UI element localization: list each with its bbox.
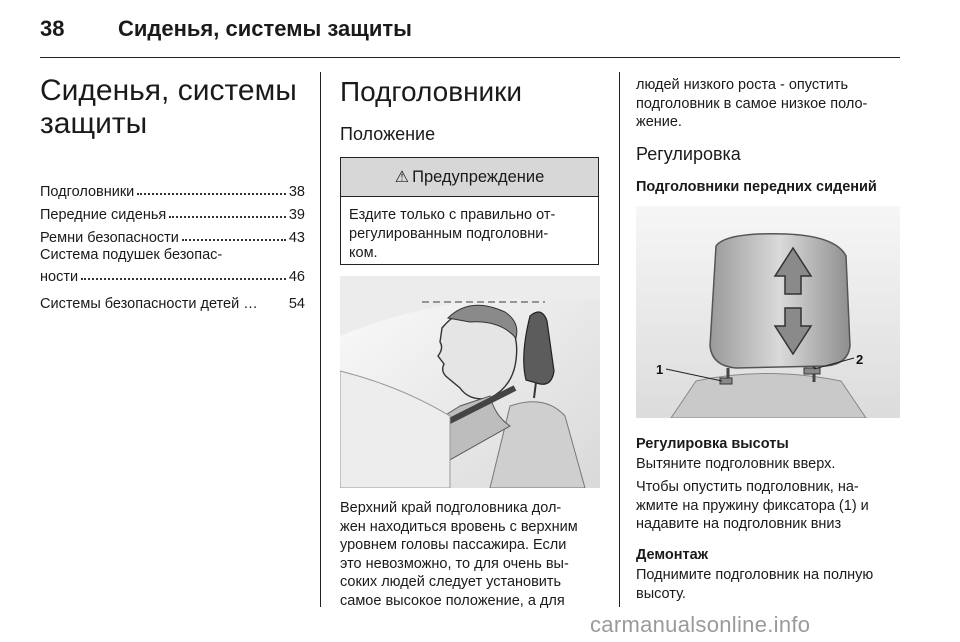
toc-item-child-restraints[interactable] bbox=[40, 289, 305, 312]
text-line: жмите на пружину фиксатора (1) и bbox=[636, 497, 869, 514]
text-line: Верхний край подголовника дол- bbox=[340, 500, 562, 516]
warning-line: регулированным подголовни- bbox=[349, 226, 549, 242]
removal-text bbox=[636, 566, 906, 603]
callout-1: 1 bbox=[656, 362, 664, 377]
running-header-title: Сиденья, системы защиты bbox=[118, 16, 412, 41]
warning-box bbox=[340, 157, 599, 265]
text-line: жен находиться вровень с верхним bbox=[340, 518, 578, 535]
toc-page: 46 bbox=[288, 269, 305, 285]
text-line: высоту. bbox=[636, 585, 686, 602]
front-headrests-subheading: Подголовники передних сидений bbox=[636, 179, 877, 195]
text-line: Поднимите подголовник на полную bbox=[636, 567, 874, 583]
warning-text bbox=[341, 197, 598, 263]
warning-line: Ездите только с правильно от- bbox=[349, 207, 556, 223]
watermark-text: carmanualsonline.info bbox=[590, 612, 811, 637]
toc-label: Системы безопасности детей … bbox=[40, 296, 258, 312]
toc-item-airbags[interactable] bbox=[40, 246, 305, 285]
text-line: соких людей следует установить bbox=[340, 574, 562, 590]
text-line: подголовник в самое низкое поло- bbox=[636, 95, 868, 112]
toc-label: Ремни безопасности bbox=[40, 230, 179, 246]
toc-leader bbox=[81, 278, 286, 280]
toc-item-seat-belts[interactable] bbox=[40, 223, 305, 246]
text-line: людей низкого роста - опустить bbox=[636, 77, 849, 93]
table-of-contents bbox=[40, 177, 305, 312]
toc-label: Подголовники bbox=[40, 184, 135, 200]
header-rule bbox=[40, 57, 900, 58]
position-description bbox=[340, 499, 604, 610]
toc-item-front-seats[interactable] bbox=[40, 200, 305, 223]
toc-leader bbox=[169, 216, 286, 218]
driver-headrest-position-illustration bbox=[340, 276, 600, 488]
page-number: 38 bbox=[40, 16, 65, 41]
headrest-adjustment-illustration bbox=[636, 206, 900, 418]
removal-heading: Демонтаж bbox=[636, 547, 708, 563]
toc-leader bbox=[137, 193, 286, 195]
lower-headrest-text bbox=[636, 478, 900, 534]
toc-leader bbox=[182, 239, 286, 241]
warning-line: ком. bbox=[349, 245, 378, 261]
toc-page: 39 bbox=[288, 207, 305, 223]
warning-triangle-icon: ⚠ bbox=[394, 169, 410, 186]
toc-label: Передние сиденья bbox=[40, 207, 167, 223]
text-line: надавите на подголовник вниз bbox=[636, 516, 842, 532]
section-title: Подголовники bbox=[340, 76, 523, 107]
position-description-continued bbox=[636, 76, 900, 132]
toc-label: Система подушек безопас- bbox=[40, 247, 223, 263]
toc-label-cont: ности bbox=[40, 269, 79, 285]
warning-title: Предупреждение bbox=[412, 167, 545, 186]
toc-page: 43 bbox=[288, 230, 305, 246]
height-adjustment-heading: Регулировка высоты bbox=[636, 436, 789, 452]
height-adjustment-text: Вытяните подголовник вверх. bbox=[636, 456, 836, 472]
warning-header bbox=[341, 158, 598, 197]
chapter-title: Сиденья, системы защиты bbox=[40, 74, 297, 140]
column-divider-2 bbox=[619, 72, 620, 607]
callout-2: 2 bbox=[856, 352, 864, 367]
toc-page: 38 bbox=[288, 184, 305, 200]
text-line: уровнем головы пассажира. Если bbox=[340, 537, 567, 553]
toc-item-headrests[interactable] bbox=[40, 177, 305, 200]
section-subtitle: Положение bbox=[340, 124, 436, 144]
adjustment-heading: Регулировка bbox=[636, 144, 741, 164]
text-line: самое высокое положение, а для bbox=[340, 592, 565, 609]
text-line: Чтобы опустить подголовник, на- bbox=[636, 479, 859, 495]
toc-page: 54 bbox=[288, 296, 305, 312]
column-divider-1 bbox=[320, 72, 321, 607]
text-line: жение. bbox=[636, 114, 682, 130]
text-line: это невозможно, то для очень вы- bbox=[340, 555, 569, 572]
